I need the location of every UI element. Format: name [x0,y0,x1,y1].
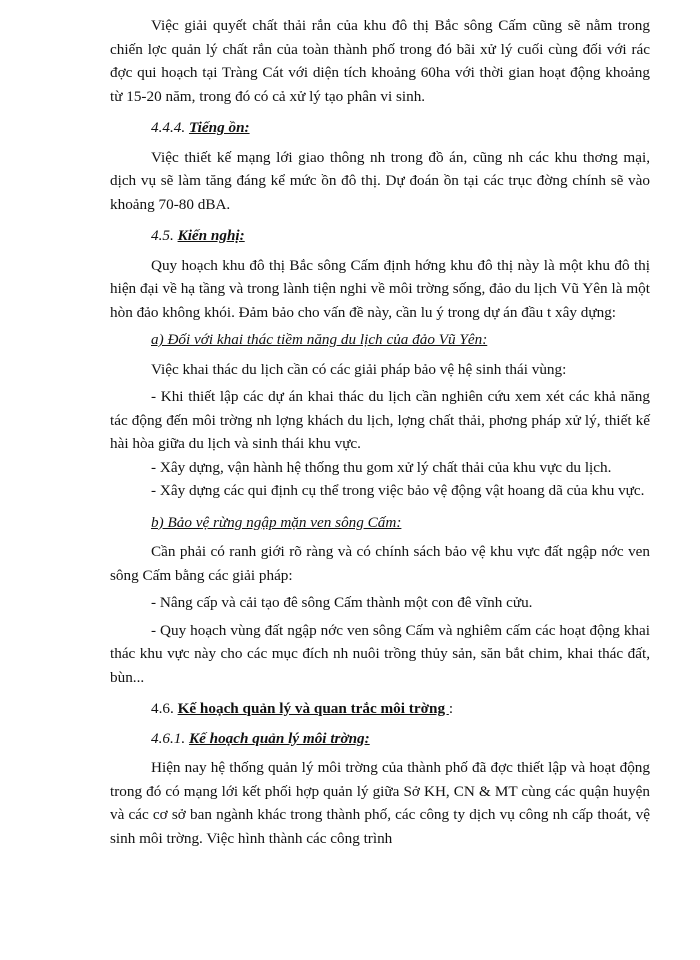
list-item: - Xây dựng các qui định cụ thể trong việc bảo vệ động vật hoang dã của khu vực. [151,482,645,499]
heading-4-5 [110,224,650,248]
heading-number: 4.5. [151,227,174,244]
heading-tail: : [448,700,454,717]
heading-title: Tiếng ồn: [188,119,250,136]
paragraph-noise: Việc thiết kế mạng lới giao thông nh trong đồ án, cũng nh các khu thơng mại, dịch vụ sẽ làm tăng đáng kể mức ồn đô thị. Dự đoán ồn tại các trục đờng chính sẽ vào khoảng 70-80 dBA. [110,148,650,213]
list-item: - Xây dựng, vận hành hệ thống thu gom xử lý chất thải của khu vực du lịch. [151,458,612,476]
subheading-b: b) Bảo vệ rừng ngập mặn ven sông Cấm: [151,513,402,531]
paragraph-management-plan: Hiện nay hệ thống quản lý môi trờng của thành phố đã đợc thiết lập và hoạt động trong đó có mạng lới kết phối hợp quản lý giữa Sở KH, CN & MT cùng các quận huyện và các cơ sở ban ngành khác trong thành phố, các công ty dịch vụ công nh cấp thoát, vệ sinh môi trờng. Việc hình thành các công trình [110,759,650,847]
document-page [110,14,650,850]
heading-4-4-4 [110,116,650,140]
paragraph-mangrove: Cần phải có ranh giới rõ ràng và có chính sách bảo vệ khu vực đất ngập nớc ven sông Cấm bằng các giải pháp: [110,543,650,584]
list-item: - Khi thiết lập các dự án khai thác du lịch cần nghiên cứu xem xét các khả năng tác động đến môi trờng nh lợng khách du lịch, lợng chất thải, phơng pháp xử lý, thiết kế hài hòa giữa du lịch và sinh thái khu vực. [110,388,650,452]
heading-title: Kiến nghị: [177,227,245,244]
heading-number: 4.6. [151,700,174,717]
list-item: - Nâng cấp và cải tạo đê sông Cấm thành một con đê vĩnh cửu. [151,594,533,611]
heading-title: Kế hoạch quản lý và quan trắc môi trờng [177,700,449,717]
paragraph-solid-waste: Việc giải quyết chất thải rắn của khu đô thị Bắc sông Cấm cũng sẽ nằm trong chiến lợc quản lý chất rắn của toàn thành phố trong đó bãi xử lý cuối cùng đối với rác đợc qui hoạch tại Tràng Cát với diện tích khoảng 60ha với thời gian hoạt động khoảng từ 15-20 năm, trong đó có cả xử lý tạo phân vi sinh. [110,17,650,105]
heading-number: 4.6.1. [151,729,186,747]
list-item: - Quy hoạch vùng đất ngập nớc ven sông Cấm và nghiêm cấm các hoạt động khai thác khu vực này cho các mục đích nh nuôi trồng thủy sản, săn bắt chim, khai thác đất, bùn... [110,621,650,686]
paragraph-tourism: Việc khai thác du lịch cần có các giải pháp bảo vệ hệ sinh thái vùng: [151,360,567,378]
paragraph-recommendation: Quy hoạch khu đô thị Bắc sông Cấm định hớng khu đô thị này là một khu đô thị hiện đại về hạ tầng và trong lành tiện nghi về môi trờng sống, đảo du lịch Vũ Yên là một hòn đảo không khói. Đảm bảo cho vấn đề này, cần lu ý trong dự án đầu t xây dựng: [110,256,650,321]
heading-4-6 [110,697,650,721]
subheading-a: a) Đối với khai thác tiềm năng du lịch của đảo Vũ Yên: [151,331,488,348]
heading-number: 4.4.4. [151,119,186,136]
heading-title: Kế hoạch quản lý môi trờng: [188,729,370,747]
heading-4-6-1 [110,727,650,751]
